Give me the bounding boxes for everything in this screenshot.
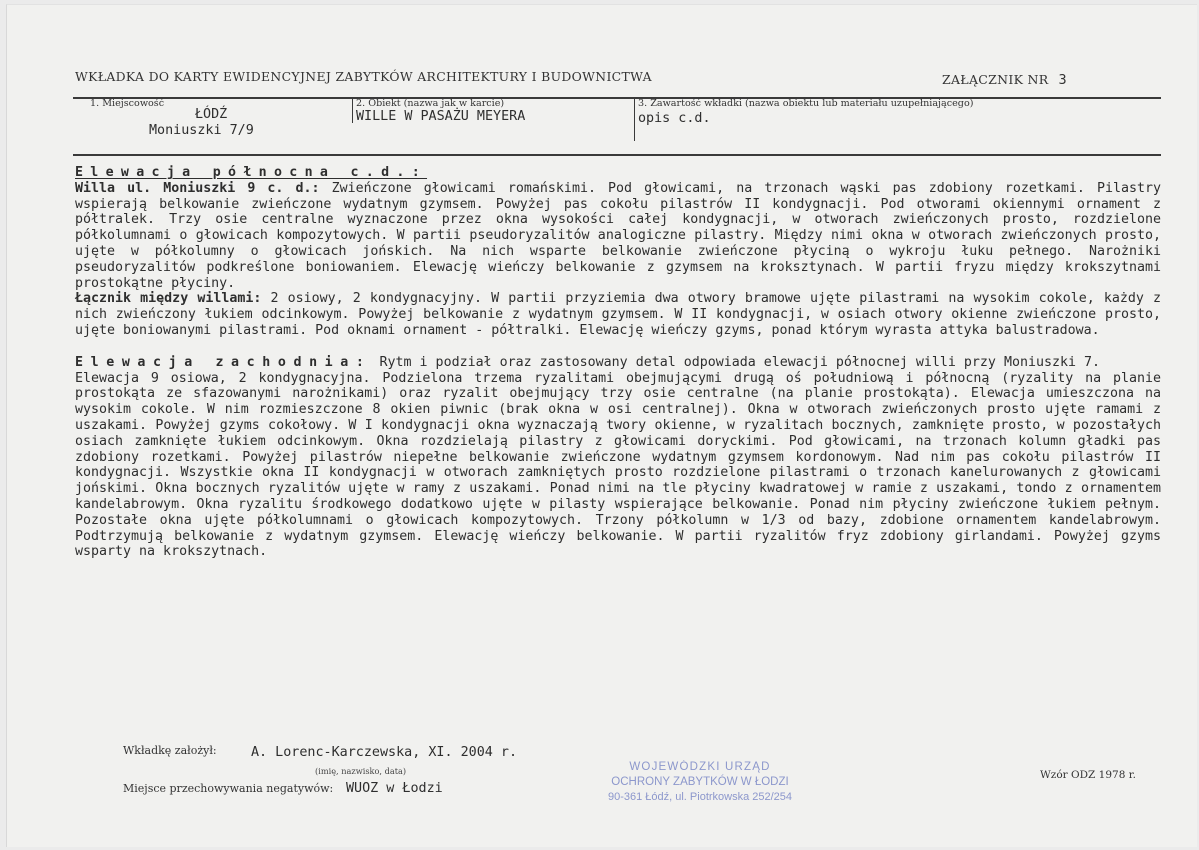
author-label: Wkładkę założył:: [123, 744, 217, 757]
north-elevation-heading: Elewacja północna c.d.:: [75, 165, 428, 180]
description-body: [75, 165, 1161, 560]
villa9-lead: Willa ul. Moniuszki 9 c. d.:: [75, 180, 320, 196]
paragraph-gap: [75, 339, 1161, 355]
west-intro-paragraph: [75, 355, 1161, 371]
author-value: A. Lorenc-Karczewska, XI. 2004 r.: [251, 745, 518, 760]
locality-street: Moniuszki 7/9: [149, 123, 254, 138]
locality-value: ŁÓDŹ: [195, 107, 228, 122]
annex-number: [942, 72, 1067, 88]
connector-lead: Łącznik między willami:: [75, 291, 262, 307]
connector-paragraph: [75, 291, 1161, 338]
west-elevation-heading: Elewacja zachodnia:: [75, 354, 372, 370]
annex-label: ZAŁĄCZNIK NR: [942, 72, 1049, 87]
contents-label: 3. Zawartość wkładki (nazwa obiektu lub materiału uzupełniającego): [638, 98, 974, 109]
connector-text: 2 osiowy, 2 kondygnacyjny. W partii przyziemia dwa otwory bramowe ujęte pilastrami na wysokim cokole, każdy z nich zwieńczony łukiem odcinkowym. Powyżej belkowanie z wydatnym gzymsem. W II kondygnacji, w osiach otwory okienne zwieńczone prosto, ujęte boniowanymi pilastrami. Pod oknami ornament - półtralki. Elewację wieńczy gzyms, ponad którym wyrasta attyka balustradowa.: [75, 291, 1161, 338]
header-divider-1: [352, 97, 353, 123]
west-intro-text: Rytm i podział oraz zastosowany detal odpowiada elewacji północnej willi przy Moniuszki 7.: [371, 354, 1101, 370]
header-bottom-rule: [73, 154, 1161, 156]
west-paragraph: Elewacja 9 osiowa, 2 kondygnacyjna. Podzielona trzema ryzalitami obejmującymi drugą oś południową i północną (ryzality na planie prostokąta ze sfazowanymi narożnikami) oraz ryzalit obejmujący trzy osie centralne (na planie prostokąta). Elewacja umieszczona na wysokim cokole. W nim rozmieszczone 8 okien piwnic (brak okna w osi centralnej). Okna w otworach zwieńczonych prosto ujęte ramami z uszakami. Powyżej gzyms cokołowy. W I kondygnacji okna wyznaczają twory okienne, w ryzalitach bocznych, zamknięte prosto, w pozostałych osiach zamknięte łukiem odcinkowym. Okna rozdzielają pilastry z głowicami doryckimi. Pod głowicami, na trzonach kolumn gładki pas zdobiony rozetkami. Powyżej pilastrów niepełne belkowanie zwieńczone wydatnym gzymsem kordonowym. Nad nim pas cokołu pilastrów II kondygnacji. Wszystkie okna II kondygnacji w otworach zamkniętych prosto rozdzielone pilastrami o trzonach kanelurowanych z głowicami jońskimi. Okna bocznych ryzalitów ujęte w ramy z uszakami. Ponad nimi na tle płyciny kwadratowej w ramie z uszakami, tondo z ornamentem kandelabrowym. Okna ryzalitu środkowego dodatkowo ujęte w pilasty wspierające belkowanie. Ponad nim płyciny zwieńczone łukiem pełnym. Pozostałe okna ujęte półkolumnami o głowicach kompozytowych. Trzony półkolumn w 1/3 od bazy, zdobione ornamentem kandelabrowym. Podtrzymują belkowanie z wydatnym gzymsem. Elewację wieńczy belkowanie. W partii ryzalitów fryz zdobiony girlandami. Powyżej gzyms wsparty na krokszytnach.: [75, 370, 1161, 560]
author-hint: (imię, nazwisko, data): [315, 766, 407, 776]
header-top-rule: [73, 97, 1161, 99]
negatives-label: Miejsce przechowywania negatywów:: [123, 782, 334, 795]
stamp-line-1: WOJEWÓDZKI URZĄD: [629, 761, 771, 773]
form-reference: Wzór ODZ 1978 r.: [1040, 769, 1136, 781]
locality-label: 1. Miejscowość: [90, 98, 165, 109]
stamp-line-2: OCHRONY ZABYTKÓW W ŁODZI: [611, 776, 789, 788]
negatives-value: WUOZ w Łodzi: [346, 781, 443, 796]
villa9-text: Zwieńczone głowicami romańskimi. Pod głowicami, na trzonach wąski pas zdobiony rozetkami. Pilastry wspierają belkowanie zwieńczone wydatnym gzymsem. Powyżej pas cokołu pilastrów II kondygnacji. Pod otworami okiennymi ornament z półtralek. Trzy osie centralne wyznaczone przez okna wysokości całej kondygnacji, w otworach zwieńczonych prosto, rozdzielone półkolumnami o głowicach kompozytowych. W partii pseudoryzalitów analogiczne pilastry. Między nimi okna w otworach zwieńczonych prosto, ujęte w półkolumny o głowicach jońskich. Na nich wsparte belkowanie zwieńczone płyciną o wykroju łuku pełnego. Narożniki pseudoryzalitów podkreślone boniowaniem. Elewację wieńczy belkowanie z gzymsem na kroksztynach. W partii fryzu między krokszytnami prostokątne płyciny.: [75, 180, 1161, 291]
annex-value: 3: [1058, 72, 1067, 88]
document-title: WKŁADKA DO KARTY EWIDENCYJNEJ ZABYTKÓW ARCHITEKTURY I BUDOWNICTWA: [75, 69, 652, 84]
office-stamp: [600, 760, 800, 805]
contents-value: opis c.d.: [638, 111, 711, 126]
stamp-line-3: 90-361 Łódź, ul. Piotrkowska 252/254: [607, 791, 793, 803]
object-label: 2. Obiekt (nazwa jak w karcie): [356, 98, 505, 109]
object-value: WILLE W PASAŻU MEYERA: [356, 109, 526, 124]
villa9-paragraph: [75, 181, 1161, 292]
north-heading-line: [75, 165, 1161, 181]
header-divider-2: [634, 97, 635, 141]
